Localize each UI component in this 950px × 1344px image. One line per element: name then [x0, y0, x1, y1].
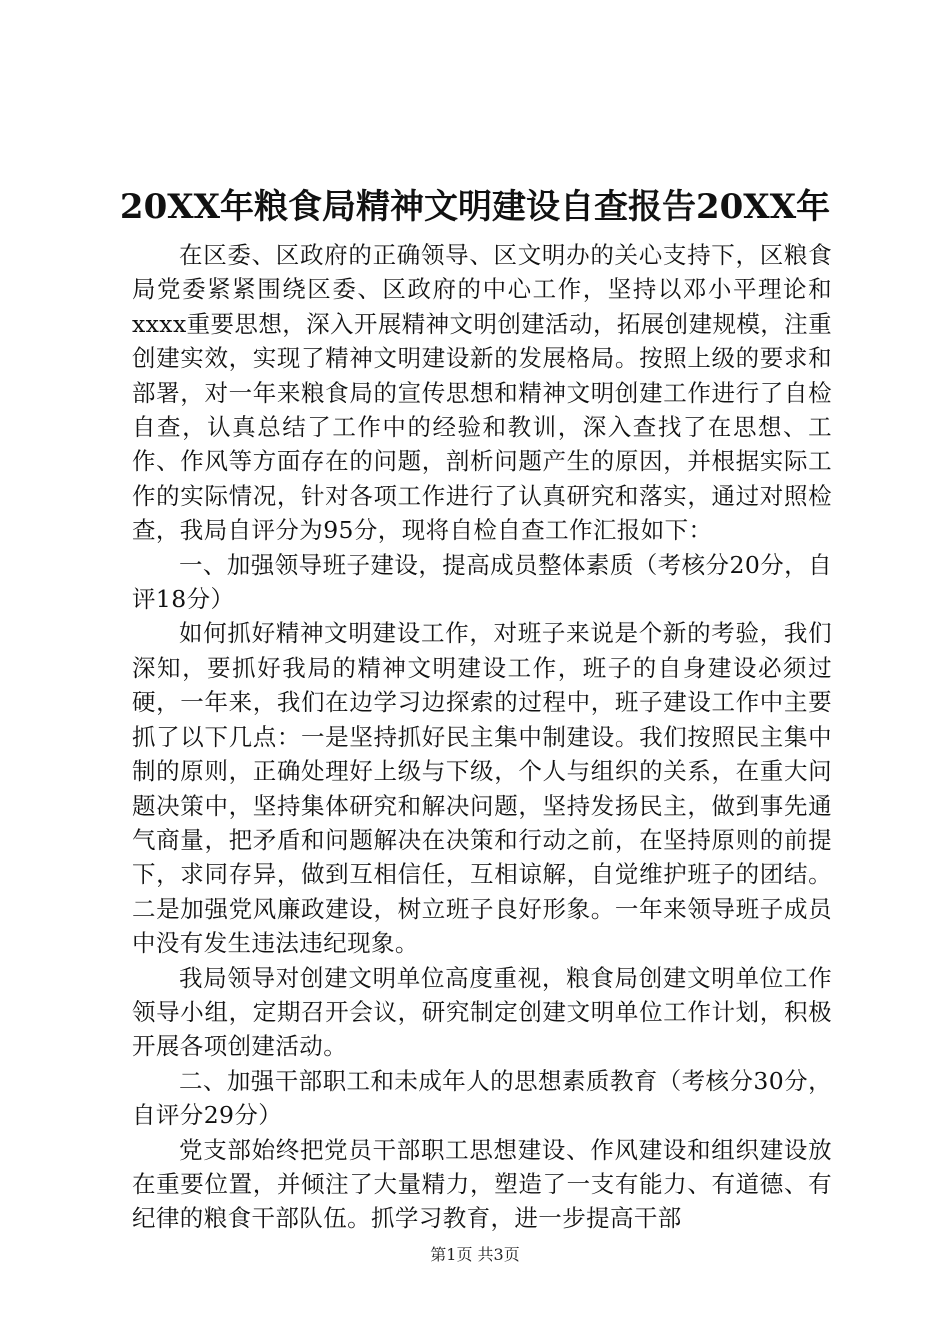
document-title: 20XX年粮食局精神文明建设自查报告20XX年	[119, 187, 831, 227]
document-body	[132, 238, 832, 1236]
section-heading-1: 一、加强领导班子建设，提高成员整体素质（考核分20分，自评18分）	[132, 550, 832, 614]
page-footer: 第1页 共3页	[430, 1245, 520, 1264]
paragraph-party-branch: 党支部始终把党员干部职工思想建设、作风建设和组织建设放在重要位置，并倾注了大量精力，塑造了一支有能力、有道德、有纪律的粮食干部队伍。抓学习教育，进一步提高干部	[132, 1135, 832, 1233]
paragraph-leadership: 如何抓好精神文明建设工作，对班子来说是个新的考验，我们深知，要抓好我局的精神文明建设工作，班子的自身建设必须过硬，一年来，我们在边学习边探索的过程中，班子建设工作中主要抓了以下几点：一是坚持抓好民主集中制建设。我们按照民主集中制的原则，正确处理好上级与下级，个人与组织的关系，在重大问题决策中，坚持集体研究和解决问题，坚持发扬民主，做到事先通气商量，把矛盾和问题解决在决策和行动之前，在坚持原则的前提下，求同存异，做到互相信任，互相谅解，自觉维护班子的团结。二是加强党风廉政建设，树立班子良好形象。一年来领导班子成员中没有发生违法违纪现象。	[132, 619, 832, 958]
paragraph-civilized-unit: 我局领导对创建文明单位高度重视，粮食局创建文明单位工作领导小组，定期召开会议，研究制定创建文明单位工作计划，积极开展各项创建活动。	[132, 963, 832, 1061]
section-heading-2: 二、加强干部职工和未成年人的思想素质教育（考核分30分，自评分29分）	[132, 1066, 832, 1130]
paragraph-intro: 在区委、区政府的正确领导、区文明办的关心支持下，区粮食局党委紧紧围绕区委、区政府的中心工作，坚持以邓小平理论和xxxx重要思想，深入开展精神文明创建活动，拓展创建规模，注重创建实效，实现了精神文明建设新的发展格局。按照上级的要求和部署，对一年来粮食局的宣传思想和精神文明创建工作进行了自检自查，认真总结了工作中的经验和教训，深入查找了在思想、工作、作风等方面存在的问题，剖析问题产生的原因，并根据实际工作的实际情况，针对各项工作进行了认真研究和落实，通过对照检查，我局自评分为95分，现将自检自查工作汇报如下：	[132, 241, 832, 545]
